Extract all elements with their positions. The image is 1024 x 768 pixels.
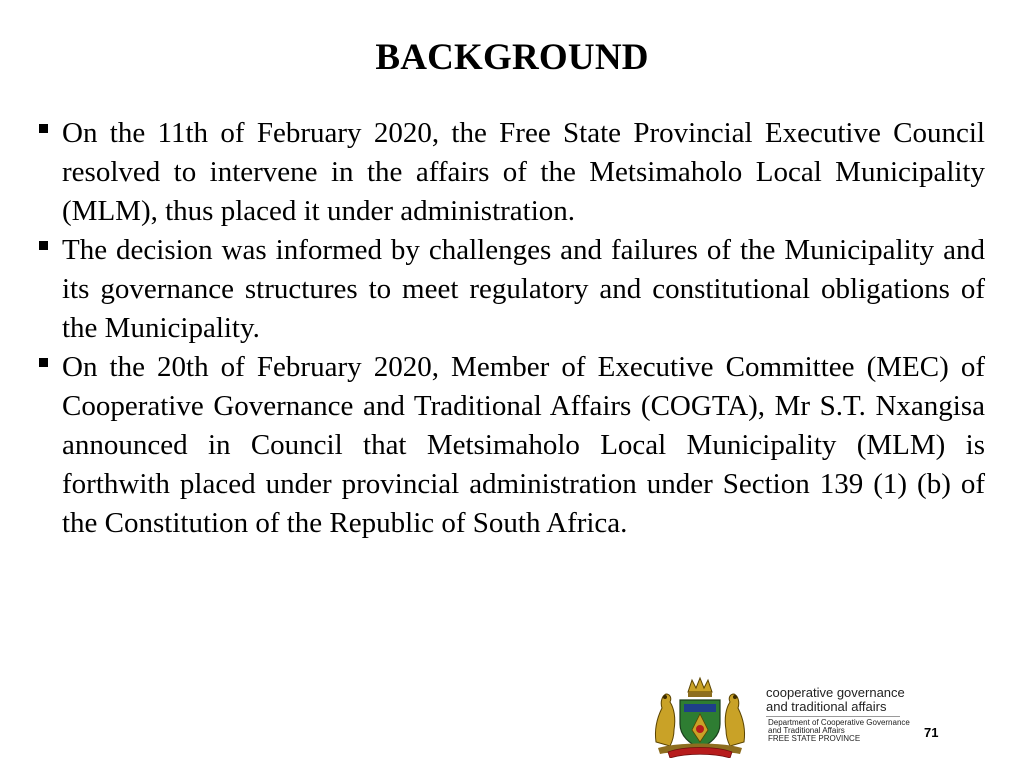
- square-bullet-icon: [39, 124, 48, 133]
- org-name-line1: cooperative governance: [766, 685, 905, 700]
- page-number: 71: [924, 725, 939, 740]
- slide-title: BACKGROUND: [375, 37, 649, 78]
- divider: [766, 716, 900, 717]
- dept-name-line2: and Traditional Affairs: [768, 726, 845, 735]
- bullet-list: [36, 114, 985, 543]
- bullet-item: [36, 231, 985, 348]
- bullet-text: The decision was informed by challenges and failures of the Municipality and its governance structures to meet regulatory and constitutional obligations of the Municipality.: [62, 234, 985, 344]
- province-name: FREE STATE PROVINCE: [768, 734, 861, 743]
- bullet-text: On the 20th of February 2020, Member of Executive Committee (MEC) of Cooperative Governance and Traditional Affairs (COGTA), Mr S.T. Nxangisa announced in Council that Metsimaholo Local Municipality (MLM) is forthwith placed under provincial administration under Section 139 (1) (b) of the Constitution of the Republic of South Africa.: [62, 351, 985, 539]
- department-logo: [648, 672, 948, 760]
- org-name-line2: and traditional affairs: [766, 699, 887, 714]
- free-state-coat-of-arms-icon: [648, 672, 752, 758]
- bullet-item: [36, 114, 985, 231]
- dept-name-line1: Department of Cooperative Governance: [768, 718, 910, 727]
- bullet-item: [36, 348, 985, 543]
- bullet-text: On the 11th of February 2020, the Free State Provincial Executive Council resolved to intervene in the affairs of the Metsimaholo Local Municipality (MLM), thus placed it under administration.: [62, 117, 985, 227]
- square-bullet-icon: [39, 358, 48, 367]
- square-bullet-icon: [39, 241, 48, 250]
